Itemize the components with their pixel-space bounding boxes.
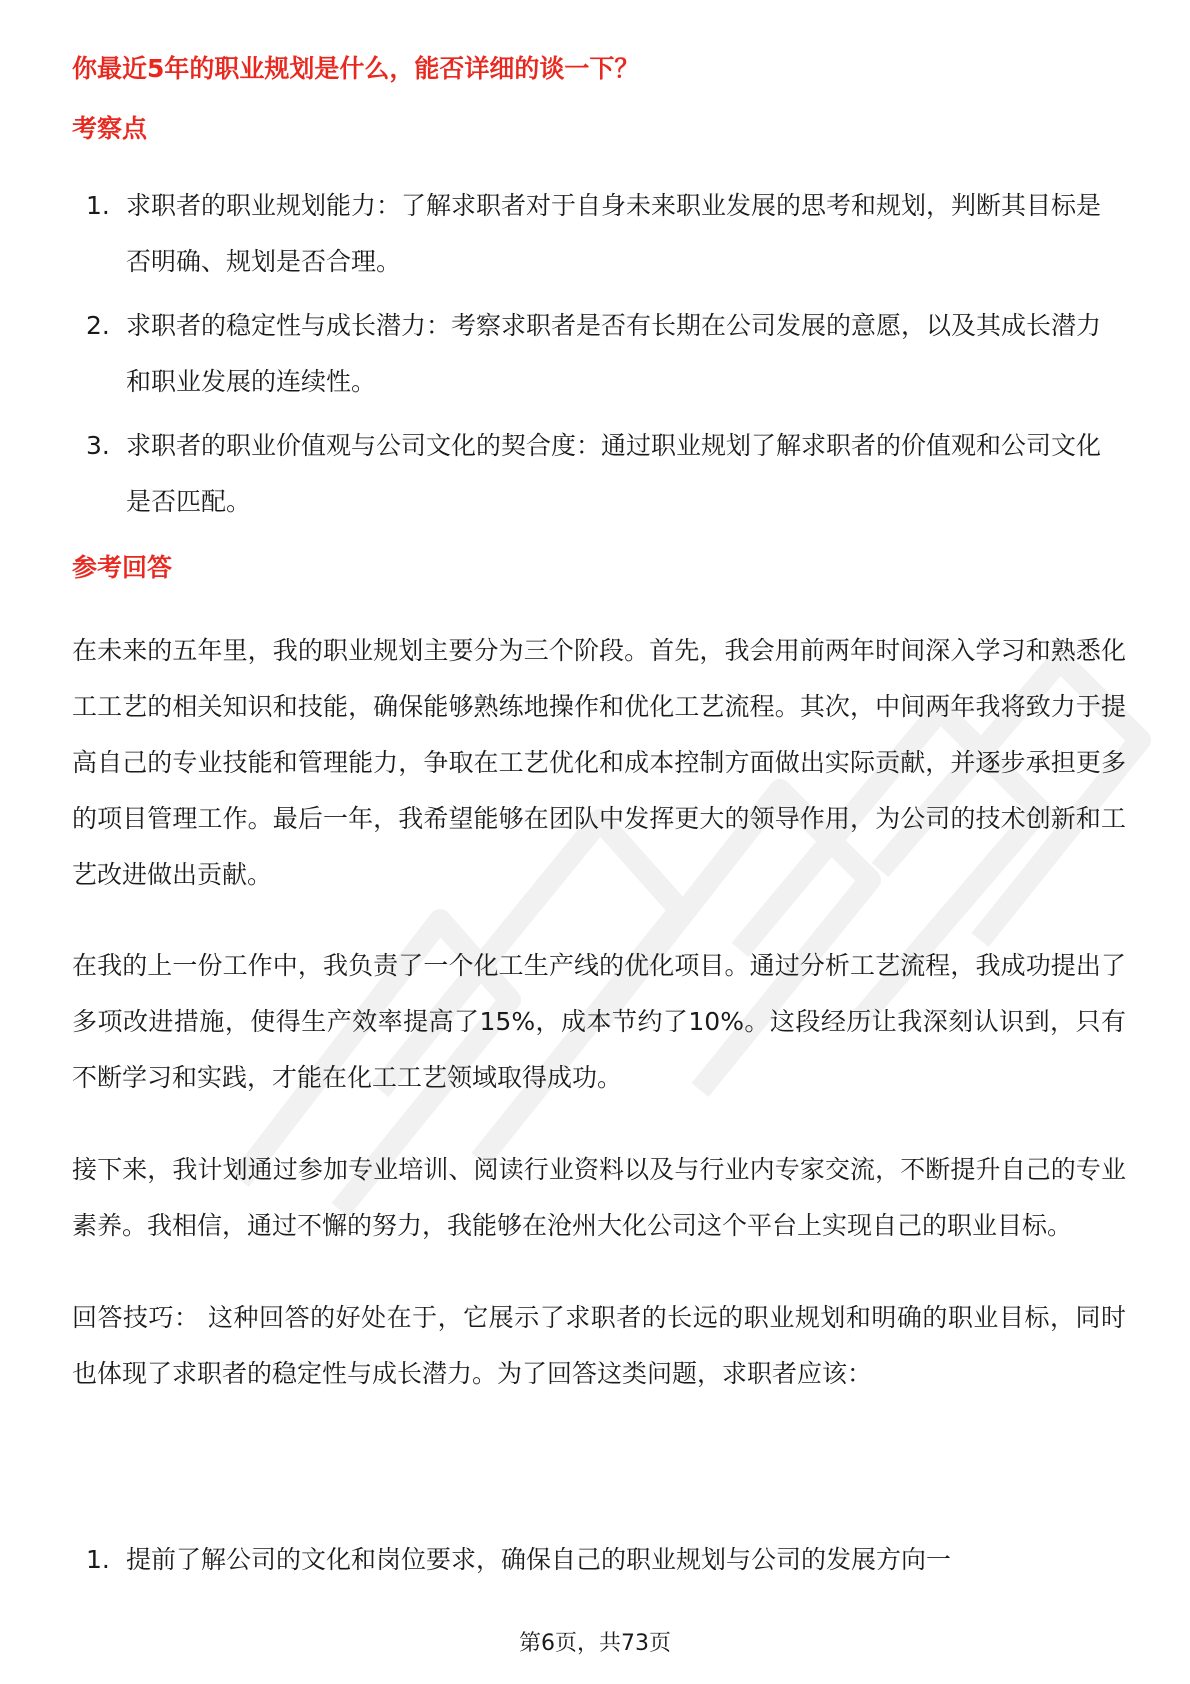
list-number: 1.: [86, 191, 110, 220]
page-footer: 第6页，共73页: [519, 1631, 671, 1656]
question-title: 你最近5年的职业规划是什么，能否详细的谈一下？: [72, 54, 640, 83]
points-heading: 考察点: [72, 114, 148, 143]
list-item-text: 提前了解公司的文化和岗位要求，确保自己的职业规划与公司的发展方向一: [126, 1545, 952, 1574]
list-item: [72, 298, 1122, 410]
answer-paragraph: 在我的上一份工作中，我负责了一个化工生产线的优化项目。通过分析工艺流程，我成功提出了多项改进措施，使得生产效率提高了15%，成本节约了10%。这段经历让我深刻认识到，只有不断学习和实践，才能在化工工艺领域取得成功。: [72, 951, 1126, 1092]
list-item: [72, 418, 1122, 530]
answer-heading: 参考回答: [72, 553, 173, 582]
points-list: [72, 178, 1122, 530]
answer-paragraph: 在未来的五年里，我的职业规划主要分为三个阶段。首先，我会用前两年时间深入学习和熟悉化工工艺的相关知识和技能，确保能够熟练地操作和优化工艺流程。其次，中间两年我将致力于提高自己的专业技能和管理能力，争取在工艺优化和成本控制方面做出实际贡献，并逐步承担更多的项目管理工作。最后一年，我希望能够在团队中发挥更大的领导作用，为公司的技术创新和工艺改进做出贡献。: [72, 636, 1126, 889]
list-item-text: 求职者的职业价值观与公司文化的契合度：通过职业规划了解求职者的价值观和公司文化是否匹配。: [126, 431, 1102, 516]
tips-paragraph: 回答技巧： 这种回答的好处在于，它展示了求职者的长远的职业规划和明确的职业目标，同时也体现了求职者的稳定性与成长潜力。为了回答这类问题，求职者应该：: [72, 1303, 1126, 1388]
tips-list: [72, 1532, 1122, 1588]
list-item: [72, 178, 1122, 290]
answer-paragraph: 接下来，我计划通过参加专业培训、阅读行业资料以及与行业内专家交流，不断提升自己的专业素养。我相信，通过不懈的努力，我能够在沧州大化公司这个平台上实现自己的职业目标。: [72, 1155, 1126, 1240]
list-item: [72, 1532, 1122, 1588]
list-number: 3.: [86, 431, 110, 460]
list-number: 1.: [86, 1545, 110, 1574]
list-number: 2.: [86, 311, 110, 340]
list-item-text: 求职者的稳定性与成长潜力：考察求职者是否有长期在公司发展的意愿，以及其成长潜力和职业发展的连续性。: [126, 311, 1102, 396]
list-item-text: 求职者的职业规划能力：了解求职者对于自身未来职业发展的思考和规划，判断其目标是否明确、规划是否合理。: [126, 191, 1102, 276]
